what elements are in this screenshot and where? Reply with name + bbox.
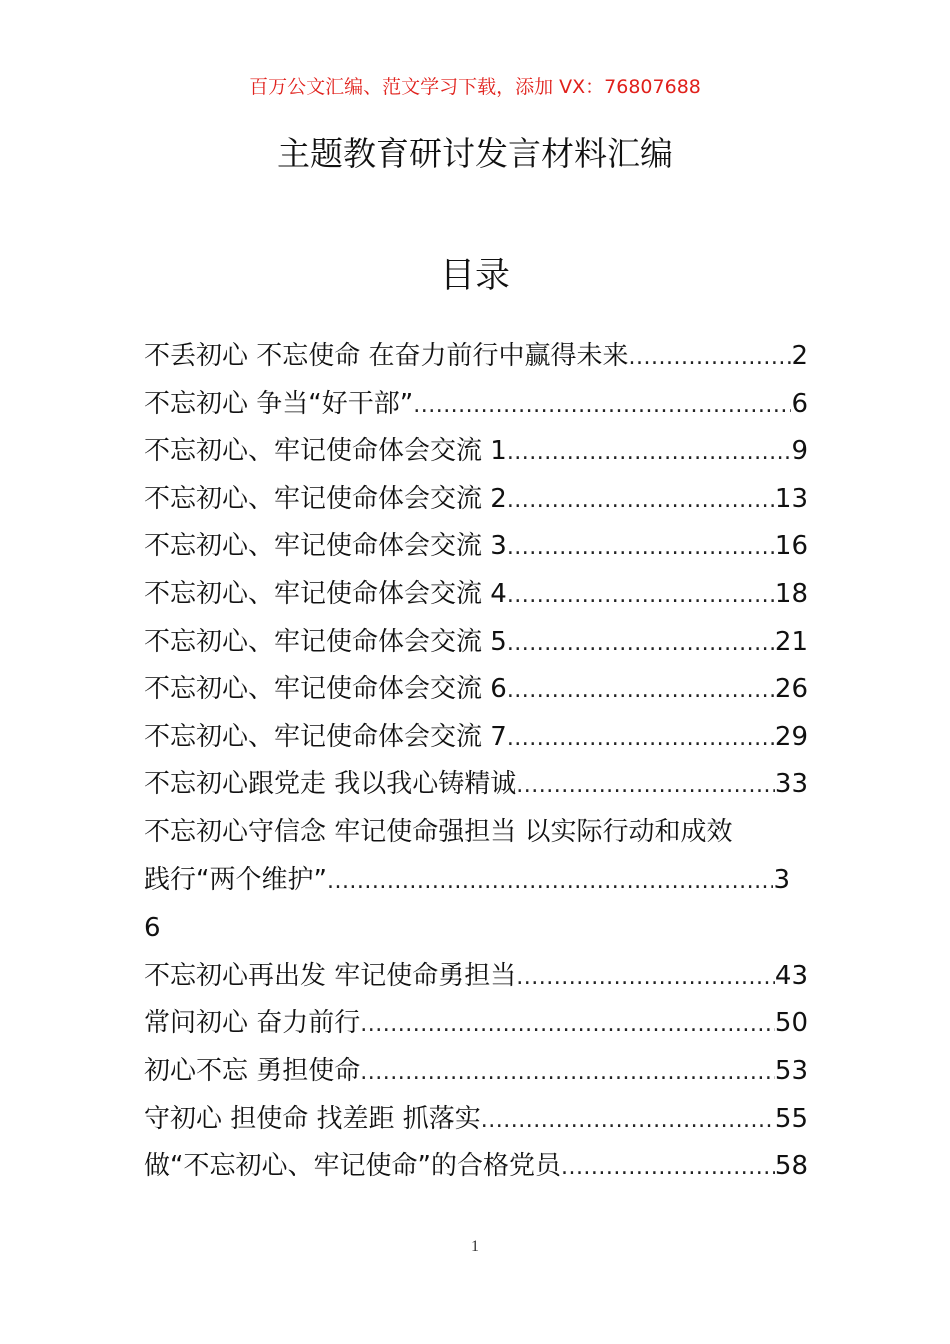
toc-entry — [144, 381, 808, 429]
dot-leader — [413, 382, 791, 430]
toc-entry-page: 16 — [774, 531, 808, 562]
toc-entry-page: 21 — [774, 626, 808, 657]
toc-entry-page: 53 — [774, 1055, 808, 1086]
dot-leader — [360, 1049, 775, 1097]
dot-leader — [507, 620, 775, 668]
toc-entry-title: 守初心 担使命 找差距 抓落实 — [144, 1103, 481, 1134]
dot-leader — [507, 429, 792, 477]
toc-entry-title: 不忘初心再出发 牢记使命勇担当 — [144, 960, 517, 991]
toc-entry — [144, 571, 808, 619]
toc-entry — [144, 523, 808, 571]
toc-entry-title: 不忘初心、牢记使命体会交流 6 — [144, 674, 507, 705]
toc-entry-page: 55 — [774, 1103, 808, 1134]
toc-heading: 目录 — [439, 256, 510, 296]
toc-entry — [144, 953, 808, 1001]
toc-entry — [144, 428, 808, 476]
header-watermark-text: 百万公文汇编、范文学习下载，添加 VX：76807688 — [249, 76, 701, 98]
dot-leader — [507, 715, 775, 763]
toc-entry — [144, 1096, 808, 1144]
dot-leader — [516, 762, 775, 810]
toc-entry-page: 9 — [791, 436, 808, 467]
dot-leader — [360, 1001, 775, 1049]
toc-entry-page: 33 — [774, 769, 808, 800]
dot-leader — [507, 477, 775, 525]
toc-entry-page: 18 — [774, 578, 808, 609]
dot-leader — [481, 1097, 775, 1145]
toc-entry-page: 26 — [774, 674, 808, 705]
toc-entry-page: 13 — [774, 483, 808, 514]
dot-leader — [516, 954, 775, 1002]
toc-entry — [144, 714, 808, 762]
table-of-contents — [144, 333, 808, 1191]
toc-entry-title: 不忘初心跟党走 我以我心铸精诚 — [144, 769, 517, 800]
toc-entry-title: 不丢初心 不忘使命 在奋力前行中赢得未来 — [144, 341, 629, 371]
toc-entry-title: 不忘初心、牢记使命体会交流 1 — [144, 436, 507, 467]
toc-entry-title-line2: 践行“两个维护” — [144, 864, 327, 895]
toc-entry — [144, 1000, 808, 1048]
page-number: 1 — [471, 1238, 479, 1255]
toc-entry-title: 初心不忘 勇担使命 — [144, 1055, 361, 1086]
toc-entry-title: 不忘初心 争当“好干部” — [144, 388, 414, 419]
toc-entry-page: 43 — [774, 960, 808, 991]
toc-entry-page-part2: 6 — [144, 913, 161, 944]
dot-leader — [507, 524, 775, 572]
toc-entry-title: 不忘初心、牢记使命体会交流 2 — [144, 483, 507, 514]
toc-entry-title: 常问初心 奋力前行 — [144, 1008, 361, 1039]
toc-entry — [144, 1048, 808, 1096]
toc-entry-title: 做“不忘初心、牢记使命”的合格党员 — [144, 1151, 561, 1182]
document-title: 主题教育研讨发言材料汇编 — [277, 134, 673, 173]
toc-entry-line2 — [144, 857, 790, 906]
toc-entry-page: 6 — [791, 388, 808, 419]
toc-entry-title: 不忘初心、牢记使命体会交流 7 — [144, 721, 507, 752]
toc-entry-page: 58 — [774, 1151, 808, 1182]
toc-entry — [144, 333, 808, 381]
toc-entry — [144, 476, 808, 524]
toc-entry — [144, 666, 808, 714]
toc-entry-title: 不忘初心、牢记使命体会交流 5 — [144, 626, 507, 657]
dot-leader — [327, 858, 774, 906]
toc-entry-title: 不忘初心、牢记使命体会交流 4 — [144, 578, 507, 609]
toc-entry-title: 不忘初心、牢记使命体会交流 3 — [144, 531, 507, 562]
dot-leader — [507, 667, 775, 715]
toc-entry-page: 50 — [774, 1008, 808, 1039]
dot-leader — [507, 572, 775, 620]
dot-leader — [561, 1144, 775, 1192]
toc-entry-page: 29 — [774, 721, 808, 752]
toc-entry-multiline — [144, 809, 808, 953]
toc-entry-page-part1: 3 — [773, 864, 790, 895]
toc-entry — [144, 1143, 808, 1191]
toc-entry — [144, 761, 808, 809]
dot-leader — [629, 334, 792, 382]
toc-entry-page: 2 — [791, 341, 808, 371]
toc-entry — [144, 619, 808, 667]
toc-entry-title-line1: 不忘初心守信念 牢记使命强担当 以实际行动和成效 — [144, 816, 733, 847]
